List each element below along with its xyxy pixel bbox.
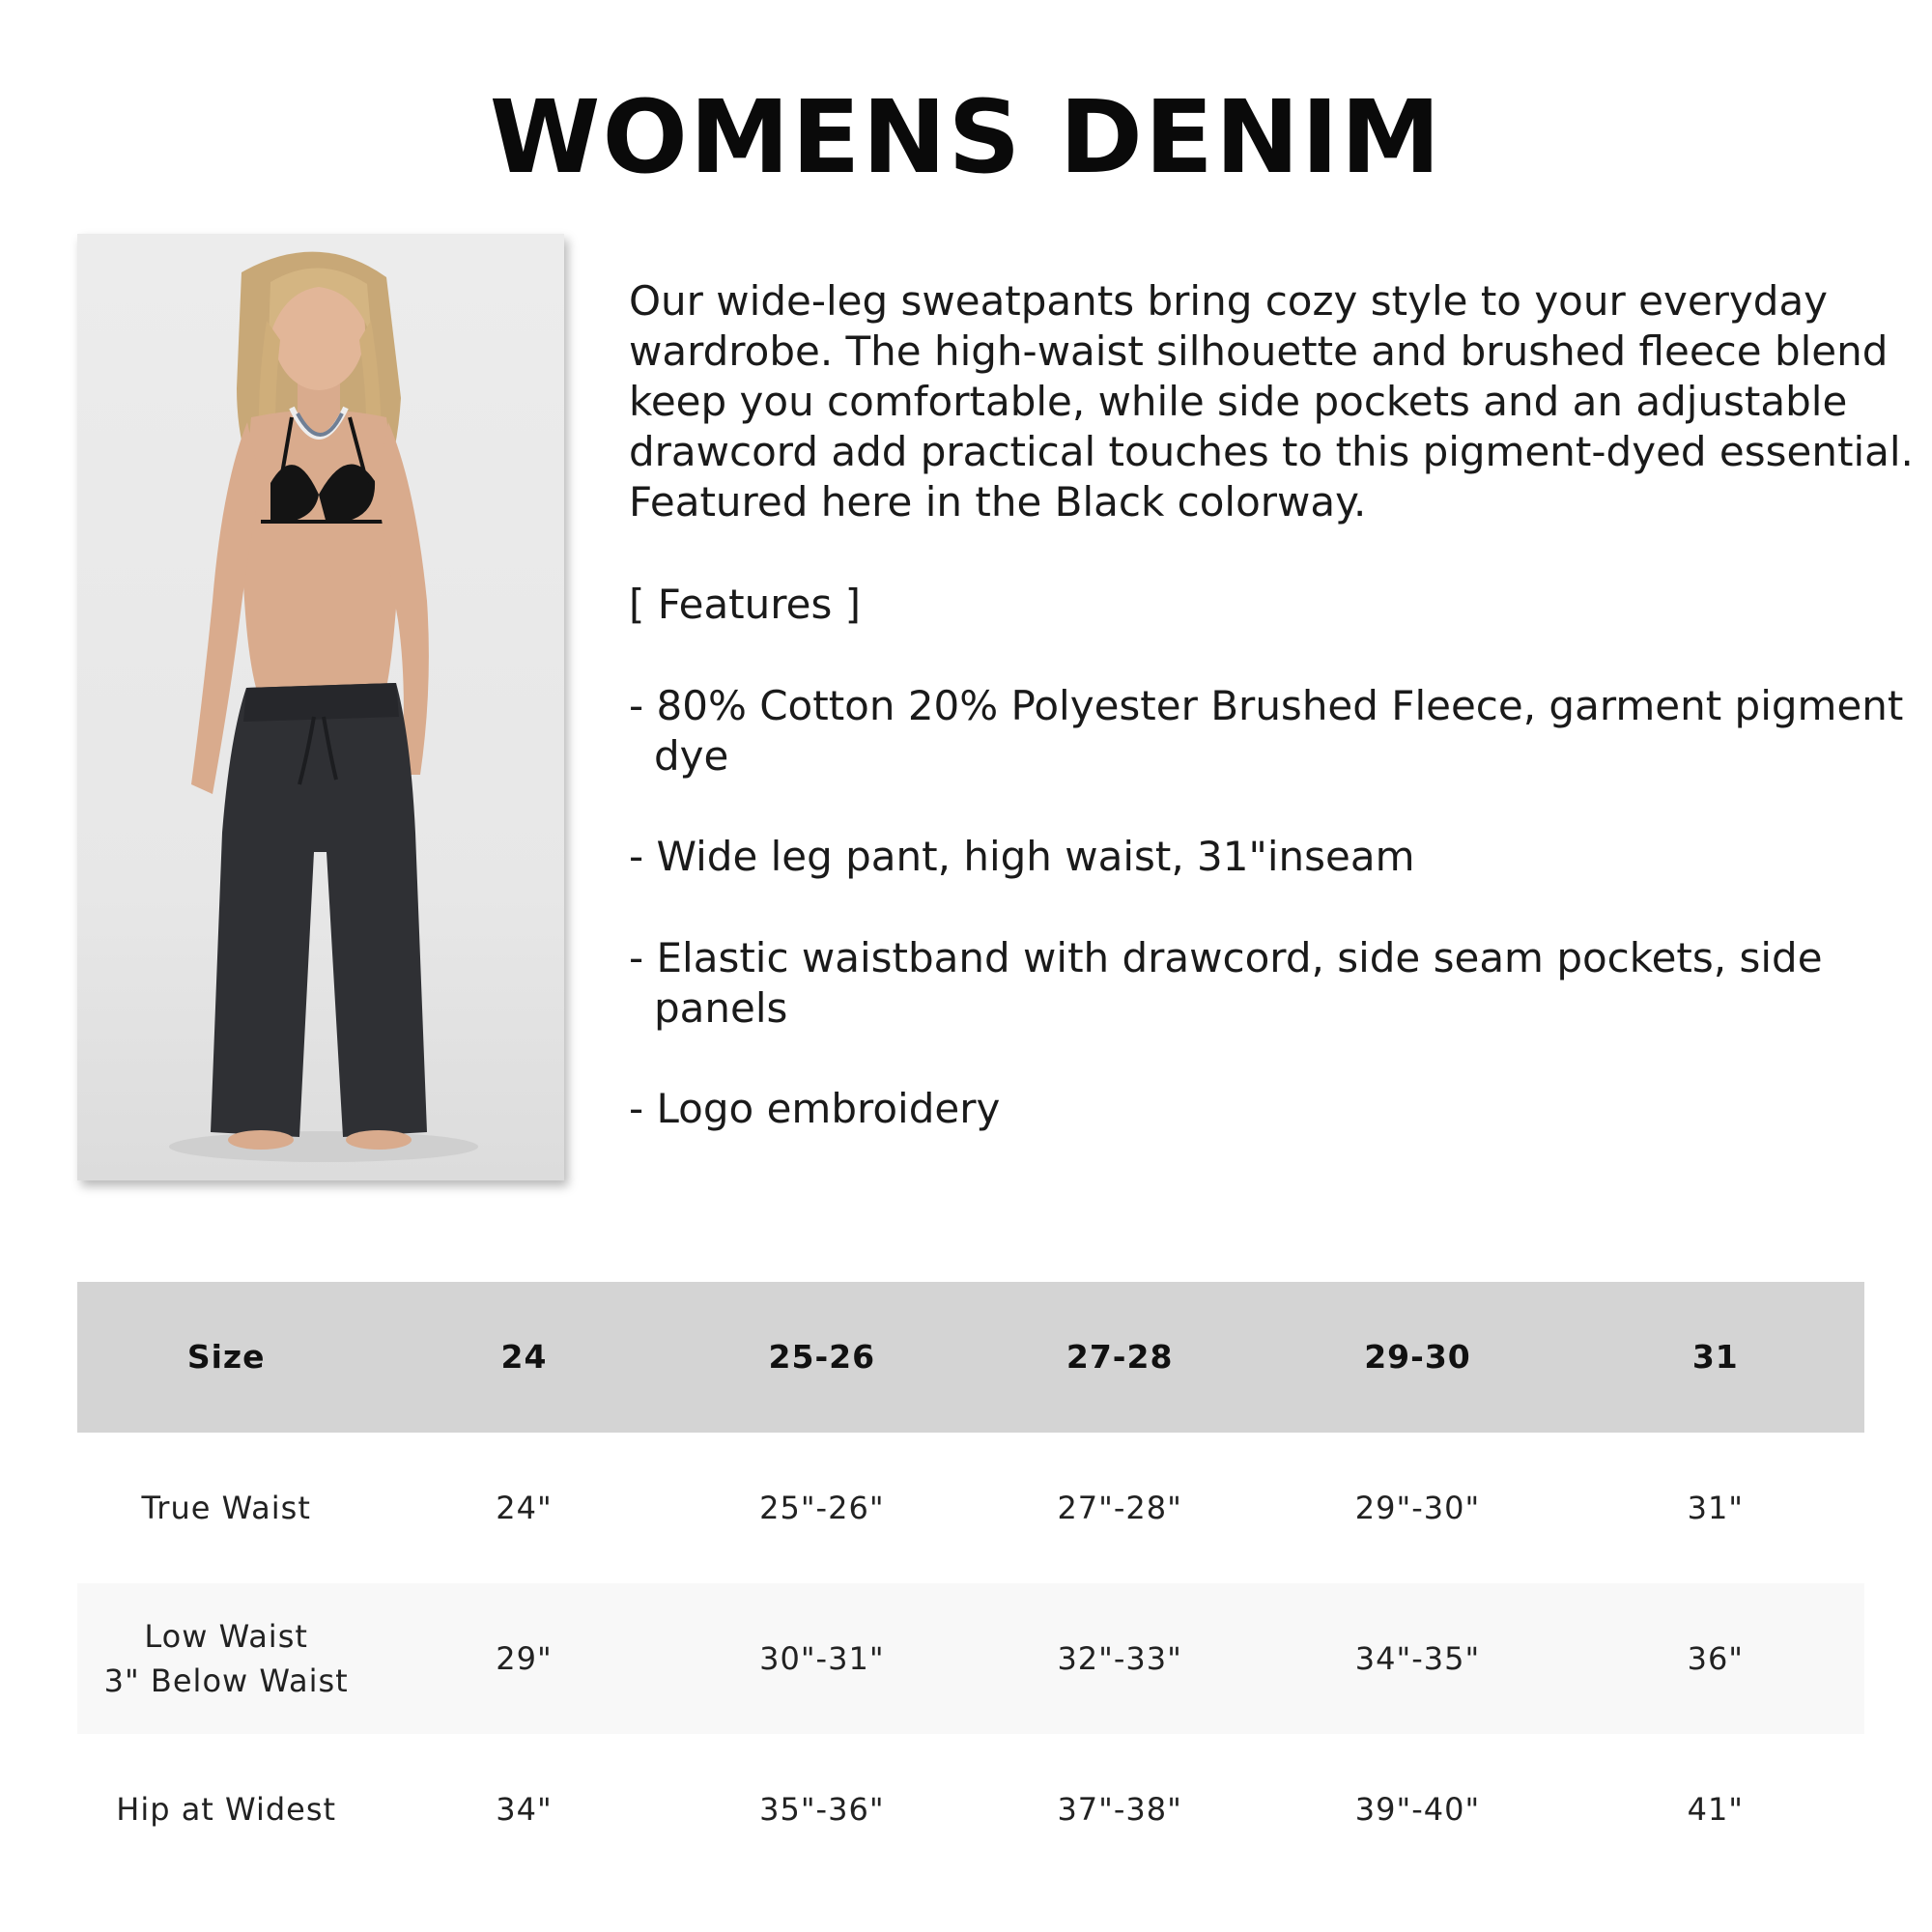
feature-item-fit: - Wide leg pant, high waist, 31"inseam <box>629 833 1415 880</box>
table-cell: 29" <box>496 1640 553 1677</box>
product-photo <box>77 234 564 1180</box>
row-label-true-waist: True Waist <box>141 1490 311 1526</box>
features-heading: [ Features ] <box>629 581 862 628</box>
page-title: WOMENS DENIM <box>489 78 1443 196</box>
table-cell: 25"-26" <box>759 1490 885 1526</box>
size-header-31: 31 <box>1691 1338 1739 1376</box>
table-cell: 37"-38" <box>1057 1791 1182 1828</box>
feature-item-logo: - Logo embroidery <box>629 1085 1001 1132</box>
size-table-header-row <box>77 1282 1864 1433</box>
description-text: Our wide-leg sweatpants bring cozy style to your everyday wardrobe. The high-waist silhouette and brushed fleece blend keep you comfortable, while side pockets and an adjustable drawcord add practical touches to this pigment-dyed essential. Featured here in the Black colorway. <box>629 277 1914 526</box>
table-cell: 39"-40" <box>1354 1791 1481 1828</box>
row-label-hip: Hip at Widest <box>116 1791 337 1828</box>
table-cell: 24" <box>496 1490 553 1526</box>
table-row-true-waist <box>77 1433 1864 1583</box>
table-row-hip <box>77 1734 1864 1885</box>
table-cell: 27"-28" <box>1057 1490 1182 1526</box>
size-header-25-26: 25-26 <box>768 1338 876 1376</box>
product-description <box>629 276 1914 527</box>
feature-item-fabric: - 80% Cotton 20% Polyester Brushed Fleece, garment pigment dye <box>629 682 1904 780</box>
row-label-low-waist <box>77 1614 375 1703</box>
table-cell: 34"-35" <box>1354 1640 1481 1677</box>
table-cell: 30"-31" <box>759 1640 885 1677</box>
table-cell: 29"-30" <box>1354 1490 1481 1526</box>
table-cell: 41" <box>1687 1791 1745 1828</box>
row-label-line: Low Waist <box>144 1618 308 1655</box>
table-cell: 32"-33" <box>1057 1640 1182 1677</box>
row-label-line: 3" Below Waist <box>103 1662 349 1699</box>
size-chart-table <box>77 1282 1864 1885</box>
size-header-27-28: 27-28 <box>1065 1338 1174 1376</box>
feature-item-waistband: - Elastic waistband with drawcord, side seam pockets, side panels <box>629 934 1823 1032</box>
size-header-24: 24 <box>500 1338 548 1376</box>
table-cell: 36" <box>1687 1640 1745 1677</box>
size-header-label: Size <box>186 1338 266 1376</box>
table-row-low-waist <box>77 1583 1864 1734</box>
table-cell: 35"-36" <box>759 1791 885 1828</box>
size-header-29-30: 29-30 <box>1364 1338 1471 1376</box>
table-cell: 31" <box>1687 1490 1745 1526</box>
model-illustration <box>77 234 564 1180</box>
table-cell: 34" <box>496 1791 553 1828</box>
